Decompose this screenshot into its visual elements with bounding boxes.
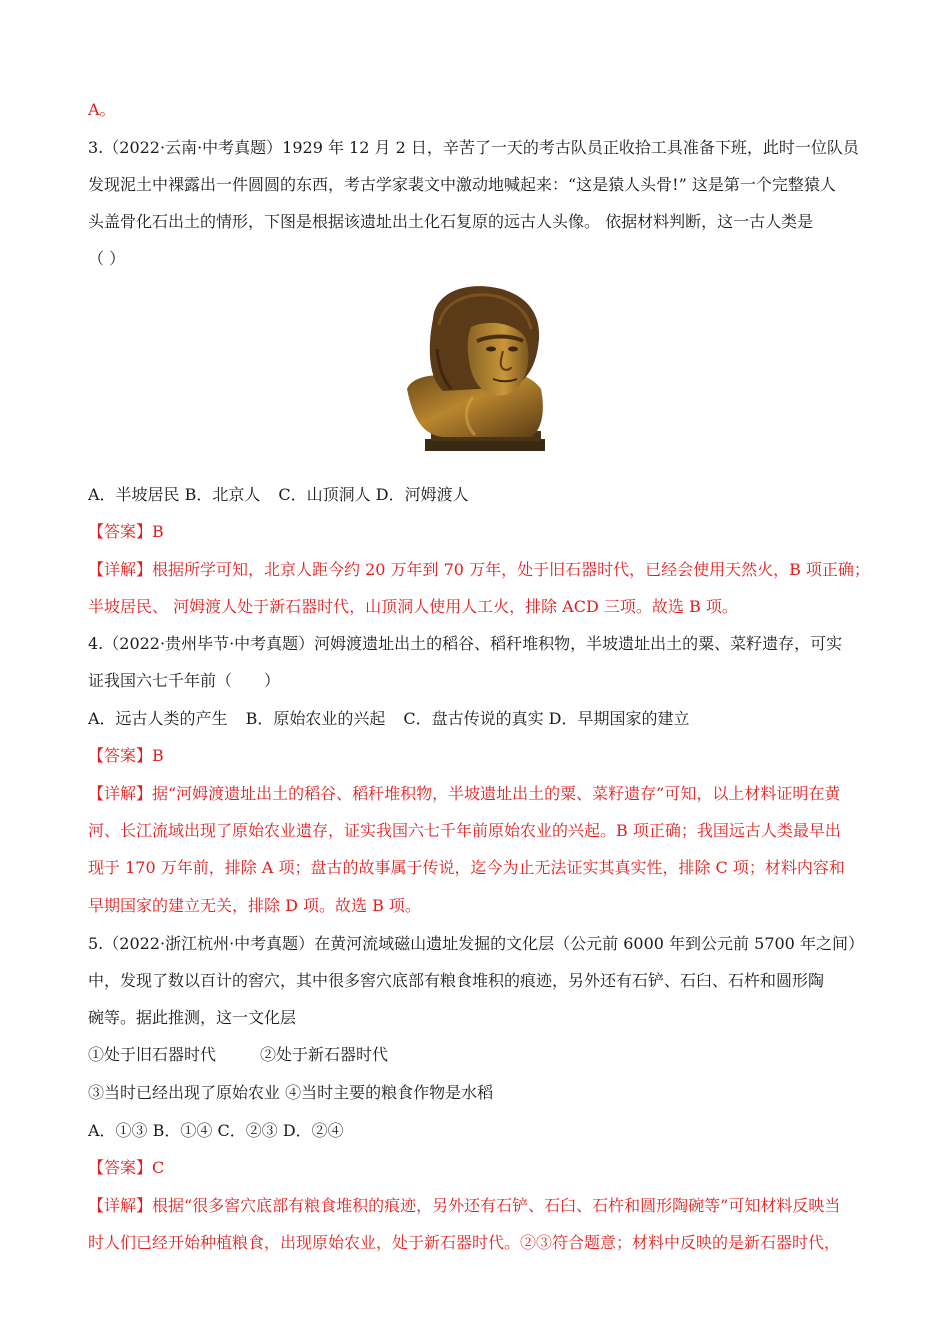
q4-detail-line-2: 河、长江流域出现了原始农业遗存，证实我国六七千年前原始农业的兴起。B 项正确；我国远古人类最早出 — [88, 821, 841, 840]
q5-statements-1-2 — [88, 1045, 864, 1065]
q3-detail-line-1: 【详解】根据所学可知，北京人距今约 20 万年到 70 万年，处于旧石器时代，已经会使用天然火，B 项正确； — [88, 560, 870, 579]
q5-statement-1: ①处于旧石器时代 — [88, 1045, 217, 1064]
q4-option-b: B．原始农业的兴起 — [245, 709, 386, 728]
q4-option-a: A．远古人类的产生 — [88, 709, 228, 728]
q3-detail-line-2: 半坡居民、 河姆渡人处于新石器时代，山顶洞人使用人工火，排除 ACD 三项。故选 B 项。 — [88, 597, 738, 616]
q3-options — [88, 485, 864, 505]
q3-options-cd: C．山顶洞人 D．河姆渡人 — [278, 485, 469, 504]
q4-detail-line-4: 早期国家的建立无关，排除 D 项。故选 B 项。 — [88, 896, 421, 915]
q5-statements-3-4: ③当时已经出现了原始农业 ④当时主要的粮食作物是水稻 — [88, 1083, 494, 1102]
q3-stem-line-3: 头盖骨化石出土的情形，下图是根据该遗址出土化石复原的远古人头像。 依据材料判断，这一古人类是 — [88, 212, 814, 231]
q3-stem-line-1: 3.（2022·云南·中考真题）1929 年 12 月 2 日，辛苦了一天的考古队员正收拾工具准备下班，此时一位队员 — [88, 138, 859, 157]
q5-detail-line-1: 【详解】根据“很多窖穴底部有粮食堆积的痕迹，另外还有石铲、石臼、石杵和圆形陶碗等”可知材料反映当 — [88, 1196, 841, 1215]
q5-stem-line-1: 5.（2022·浙江杭州·中考真题）在黄河流域磁山遗址发掘的文化层（公元前 6000 年到公元前 5700 年之间） — [88, 934, 864, 953]
q5-stem-line-3: 碗等。据此推测，这一文化层 — [88, 1008, 297, 1027]
q4-stem-line-2: 证我国六七千年前（ ） — [88, 671, 281, 690]
q4-option-cd: C．盘古传说的真实 D．早期国家的建立 — [403, 709, 690, 728]
q4-detail-line-3: 现于 170 万年前，排除 A 项；盘古的故事属于传说，迄今为止无法证实其真实性，排除 C 项；材料内容和 — [88, 858, 845, 877]
q4-detail-line-1: 【详解】据“河姆渡遗址出土的稻谷、稻秆堆积物，半坡遗址出土的粟、菜籽遗存”可知，以上材料证明在黄 — [88, 784, 841, 803]
q3-stem-line-2: 发现泥土中裸露出一件圆圆的东西，考古学家裴文中激动地喊起来：“这是猿人头骨!” 这是第一个完整猿人 — [88, 175, 836, 194]
previous-answer-tail: A。 — [88, 100, 116, 119]
peking-man-bust-image — [403, 279, 549, 469]
q4-stem-line-1: 4.（2022·贵州毕节·中考真题）河姆渡遗址出土的稻谷、稻秆堆积物，半坡遗址出土的粟、菜籽遗存，可实 — [88, 634, 843, 653]
q5-detail-line-2: 时人们已经开始种植粮食，出现原始农业，处于新石器时代。②③符合题意；材料中反映的是新石器时代， — [88, 1233, 841, 1252]
q4-options — [88, 709, 864, 729]
q5-options: A．①③ B．①④ C．②③ D．②④ — [88, 1121, 344, 1140]
q5-stem-line-2: 中，发现了数以百计的窖穴，其中很多窖穴底部有粮食堆积的痕迹，另外还有石铲、石臼、石杵和圆形陶 — [88, 971, 825, 990]
q3-options-ab: A．半坡居民 B．北京人 — [88, 485, 261, 504]
q5-statement-2: ②处于新石器时代 — [260, 1045, 389, 1064]
q3-stem-line-4: （ ） — [88, 249, 126, 268]
q5-answer: 【答案】C — [88, 1158, 165, 1177]
q4-answer: 【答案】B — [88, 746, 164, 765]
q3-answer: 【答案】B — [88, 522, 164, 541]
